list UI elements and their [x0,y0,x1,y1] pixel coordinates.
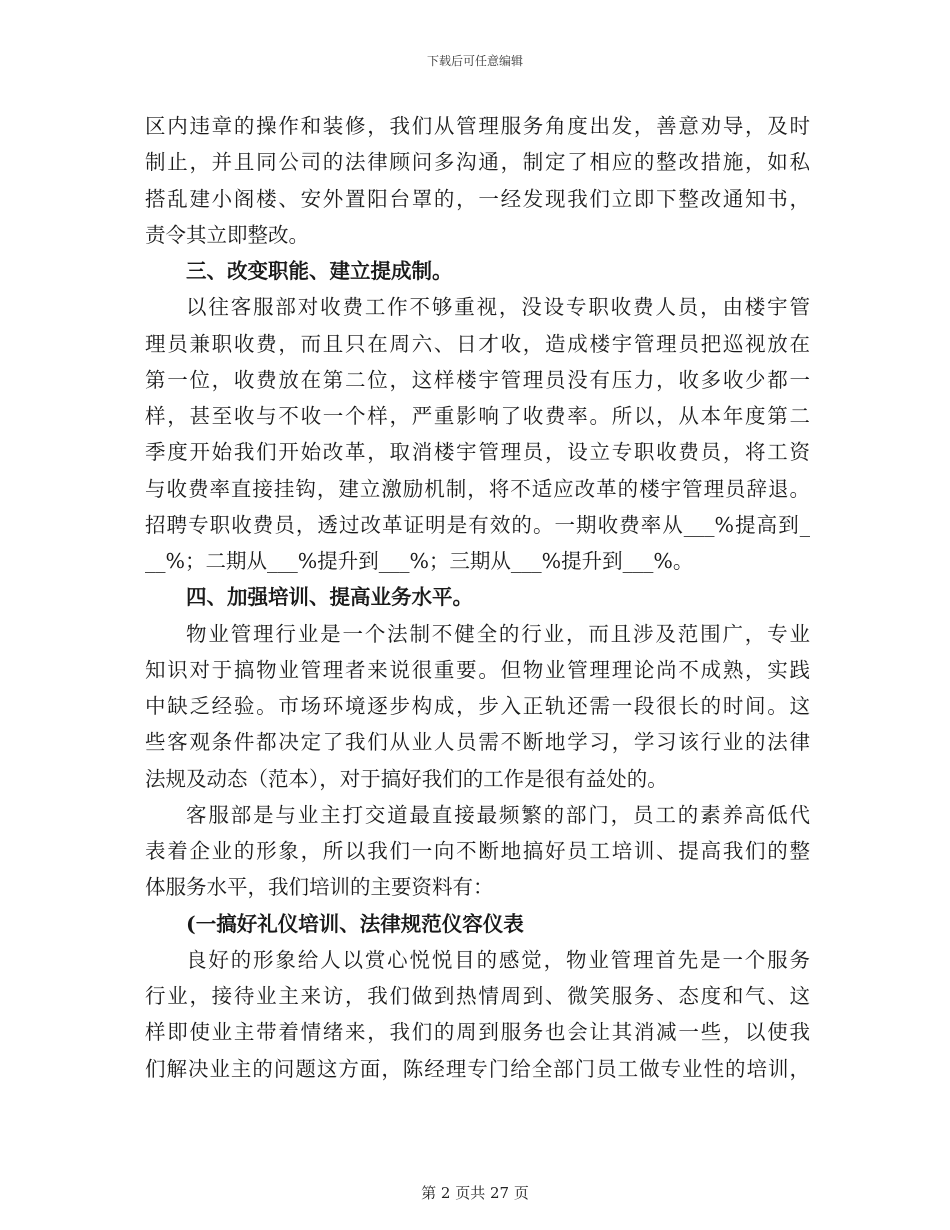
body-line: 搭乱建小阁楼、安外置阳台罩的，一经发现我们立即下整改通知书， [145,186,810,211]
body-line: 行业，接待业主来访，我们做到热情周到、微笑服务、态度和气、这 [145,984,810,1008]
section-heading: 三、改变职能、建立提成制。 [186,259,453,283]
body-line: 季度开始我们开始改革，取消楼宇管理员，设立专职收费员，将工资 [145,440,810,465]
body-line: 与收费率直接挂钩，建立激励机制，将不适应改革的楼宇管理员辞退。 [145,476,810,501]
body-line: 些客观条件都决定了我们从业人员需不断地学习，学习该行业的法律 [145,730,810,755]
body-line: 物业管理行业是一个法制不健全的行业，而且涉及范围广，专业 [186,621,810,646]
body-line: __%；二期从___%提升到___%；三期从___%提升到___%。 [145,549,694,573]
body-line: 制止，并且同公司的法律顾问多沟通，制定了相应的整改措施，如私 [145,150,810,175]
body-line: 法规及动态（范本），对于搞好我们的工作是很有益处的。 [145,766,668,791]
body-line: 们解决业主的问题这方面，陈经理专门给全部门员工做专业性的培训， [145,1056,810,1081]
body-line: 样，甚至收与不收一个样，严重影响了收费率。所以，从本年度第二 [145,404,810,428]
page-footer: 第 2 页共 27 页 [421,1184,529,1202]
body-line: 客服部是与业主打交道最直接最频繁的部门，员工的素养高低代 [186,802,810,827]
body-line: 理员兼职收费，而且只在周六、日才收，造成楼宇管理员把巡视放在 [145,331,810,356]
page-header: 下载后可任意编辑 [426,54,523,68]
body-line: 样即使业主带着情绪来，我们的周到服务也会让其消减一些，以使我 [145,1020,810,1045]
document-body [145,108,810,1087]
body-line: 中缺乏经验。市场环境逐步构成，步入正轨还需一段很长的时间。这 [145,694,810,718]
section-heading: 四、加强培训、提高业务水平。 [186,585,473,610]
body-line: 责令其立即整改。 [145,222,309,247]
body-line: 第一位，收费放在第二位，这样楼宇管理员没有压力，收多收少都一 [145,367,810,392]
body-line: 知识对于搞物业管理者来说很重要。但物业管理理论尚不成熟，实践 [145,657,810,682]
body-line: 体服务水平，我们培训的主要资料有： [145,875,494,900]
body-line: 表着企业的形象，所以我们一向不断地搞好员工培训、提高我们的整 [145,839,810,863]
body-line: 招聘专职收费员，透过改革证明是有效的。一期收费率从___%提高到_ [145,512,810,537]
body-line: 区内违章的操作和装修，我们从管理服务角度出发，善意劝导，及时 [145,114,810,138]
body-line: 以往客服部对收费工作不够重视，没设专职收费人员，由楼宇管 [186,295,810,320]
body-line: 良好的形象给人以赏心悦悦目的感觉，物业管理首先是一个服务 [186,947,810,972]
section-heading: (一搞好礼仪培训、法律规范仪容仪表 [186,911,524,936]
